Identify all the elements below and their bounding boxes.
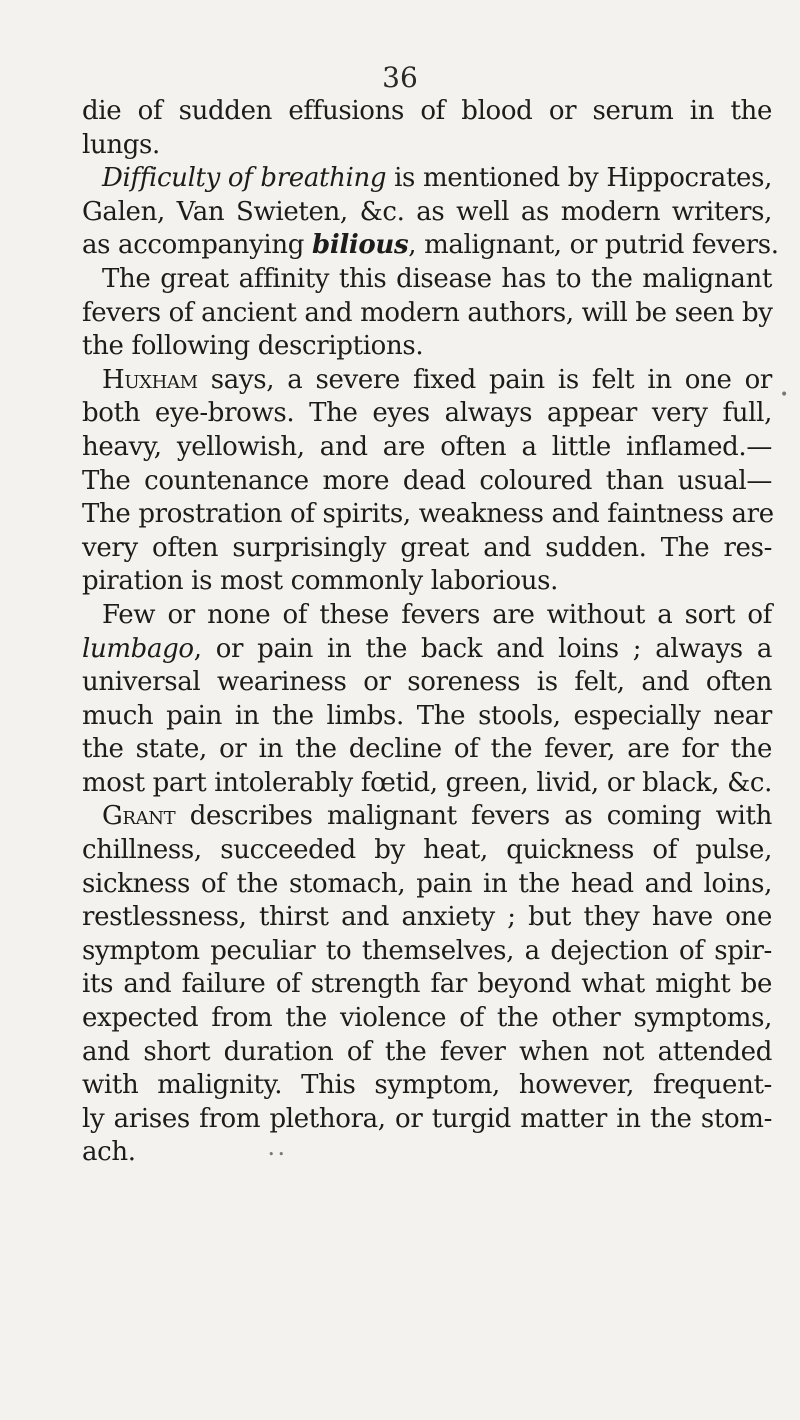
text-line — [82, 1002, 772, 1036]
text-line — [82, 599, 772, 633]
text-segment: the state, or in the decline of the fever, are for the — [82, 734, 772, 765]
text-line — [82, 297, 772, 331]
text-line — [82, 700, 772, 734]
margin-mark: • — [780, 387, 789, 403]
page-number: 36 — [382, 61, 418, 94]
text-segment: The great affinity this disease has to the malignant — [102, 263, 772, 294]
text-segment: bilious — [312, 230, 409, 261]
text-line — [82, 95, 772, 129]
text-line — [82, 229, 779, 263]
text-segment: with malignity. This symptom, however, frequent- — [82, 1070, 772, 1101]
text-segment: its and failure of strength far beyond what might be — [82, 969, 772, 1000]
text-segment: and short duration of the fever when not attended — [82, 1036, 772, 1067]
text-line — [82, 968, 772, 1002]
text-line — [82, 397, 772, 431]
text-line — [82, 263, 772, 297]
text-segment: Grant — [102, 801, 176, 832]
text-segment: both eye-brows. The eyes always appear very full, — [82, 398, 772, 429]
text-line — [82, 834, 772, 868]
text-segment: says, a severe fixed pain is felt in one or — [197, 364, 772, 395]
text-segment: describes malignant fevers as coming with — [175, 801, 772, 832]
text-line — [82, 431, 772, 465]
text-line — [82, 1036, 772, 1070]
text-line — [82, 1069, 772, 1103]
text-segment: lumbago — [82, 633, 194, 664]
text-line — [82, 565, 772, 599]
text-segment: universal weariness or soreness is felt, and often — [82, 667, 772, 698]
text-segment: fevers of ancient and modern authors, will be seen by — [82, 297, 773, 328]
text-line — [82, 935, 772, 969]
margin-mark: • • — [268, 1148, 285, 1161]
text-line — [82, 196, 772, 230]
text-line — [82, 532, 772, 566]
text-segment: most part intolerably fœtid, green, livid, or black, &c. — [82, 767, 772, 798]
text-segment: Difficulty of breathing — [102, 163, 387, 194]
text-line — [82, 733, 772, 767]
text-segment: Galen, Van Swieten, &c. as well as modern writers, — [82, 196, 772, 227]
text-line — [82, 633, 772, 667]
text-segment: ly arises from plethora, or turgid matter in the stom- — [82, 1103, 772, 1134]
text-line — [82, 364, 772, 398]
text-segment: Huxham — [102, 364, 198, 395]
text-line — [82, 162, 772, 196]
text-line — [82, 868, 772, 902]
text-segment: ach. — [82, 1137, 136, 1168]
text-line — [82, 465, 772, 499]
text-segment: , malignant, or putrid fevers. — [408, 230, 779, 261]
text-segment: heavy, yellowish, and are often a little inflamed.— — [82, 431, 772, 462]
text-segment: chillness, succeeded by heat, quickness of pulse, — [82, 835, 772, 866]
text-segment: , or pain in the back and loins ; always a — [193, 633, 772, 664]
text-line — [82, 800, 772, 834]
text-line — [82, 1136, 772, 1170]
text-segment: expected from the violence of the other symptoms, — [82, 1003, 772, 1034]
text-line — [82, 498, 772, 532]
text-segment: very often surprisingly great and sudden. The res- — [82, 532, 772, 563]
text-segment: much pain in the limbs. The stools, especially near — [82, 700, 772, 731]
text-segment: die of sudden effusions of blood or serum in the — [82, 96, 772, 126]
text-segment: The prostration of spirits, weakness and faintness are — [82, 499, 774, 530]
text-segment: is mentioned by Hippocrates, — [386, 163, 772, 194]
text-segment: sickness of the stomach, pain in the head and loins, — [82, 868, 772, 899]
text-segment: piration is most commonly laborious. — [82, 566, 559, 597]
text-segment: lungs. — [82, 129, 160, 160]
text-segment: The countenance more dead coloured than usual— — [82, 465, 772, 496]
text-line — [82, 330, 772, 364]
text-line — [82, 666, 772, 700]
text-line — [82, 129, 772, 163]
text-line — [82, 901, 772, 935]
text-line — [82, 767, 772, 801]
body-text — [82, 95, 779, 1170]
text-segment: symptom peculiar to themselves, a dejection of spir- — [82, 935, 772, 966]
text-segment: restlessness, thirst and anxiety ; but they have one — [82, 902, 772, 933]
text-segment: Few or none of these fevers are without a sort of — [102, 599, 772, 630]
text-segment: the following descriptions. — [82, 331, 424, 362]
text-segment: as accompanying — [82, 230, 312, 261]
text-line — [82, 1103, 772, 1137]
